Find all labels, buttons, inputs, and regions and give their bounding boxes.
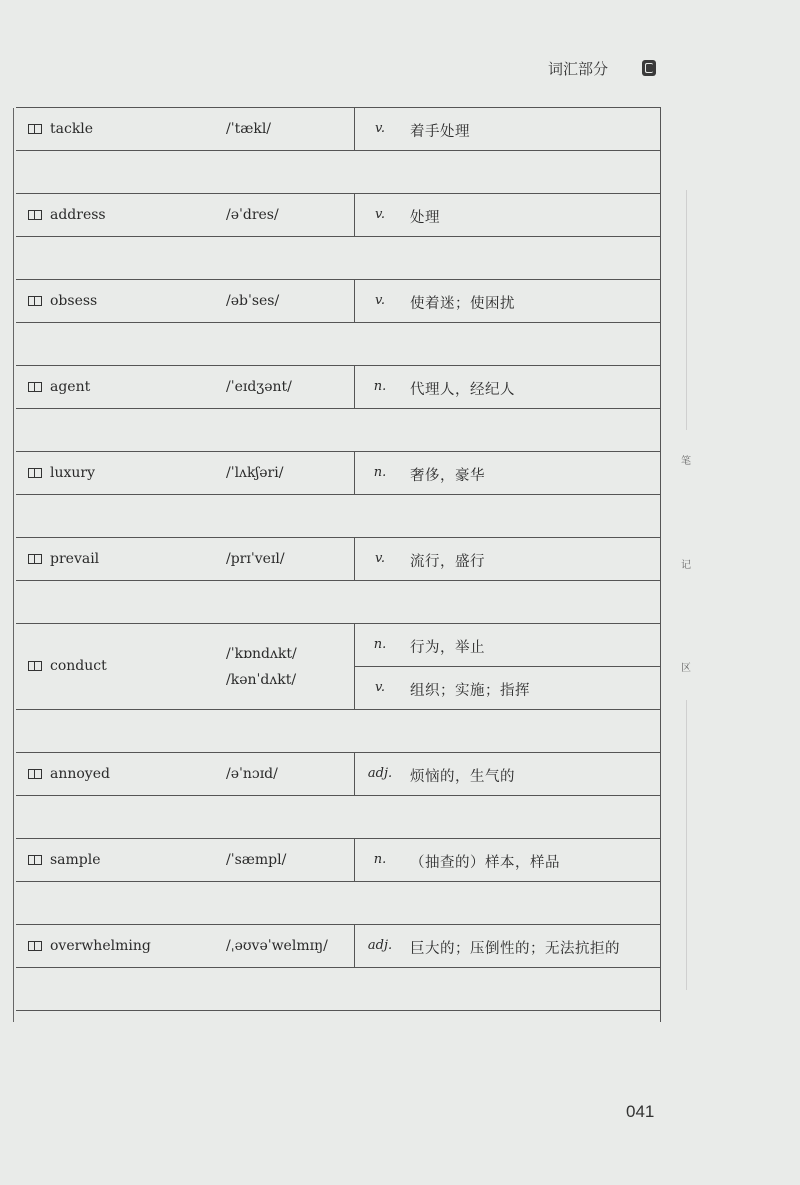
phonetic-alt: /kənˈdʌkt/ (226, 672, 297, 688)
vocab-word (28, 293, 97, 309)
vocab-word (28, 766, 110, 782)
notes-row (16, 581, 660, 624)
definition: 组织；实施；指挥 (410, 683, 530, 699)
part-of-speech: v. (375, 680, 385, 695)
vocab-row (16, 925, 660, 968)
vocab-row (16, 753, 660, 796)
book-icon (28, 554, 42, 564)
part-of-speech: n. (373, 379, 387, 394)
book-icon (28, 296, 42, 306)
side-divider-top (686, 190, 687, 430)
vocab-word (28, 207, 106, 223)
meaning-cell (354, 538, 660, 580)
part-of-speech: adj. (367, 938, 393, 953)
sense (355, 624, 660, 667)
vocabulary-table (16, 107, 661, 1022)
book-icon (28, 661, 42, 671)
sense (355, 452, 660, 495)
sense (355, 366, 660, 409)
book-icon (28, 468, 42, 478)
definition: 处理 (410, 210, 440, 226)
vocab-row (16, 194, 660, 237)
side-label-1: 笔 (681, 456, 691, 467)
word-text: tackle (50, 121, 94, 137)
vocab-word (28, 551, 99, 567)
notes-row (16, 409, 660, 452)
part-of-speech: v. (375, 207, 385, 222)
definition: 着手处理 (410, 124, 470, 140)
sense (355, 538, 660, 581)
phonetic: /əbˈses/ (226, 293, 280, 309)
phonetic: /ˈkɒndʌkt/ (226, 646, 297, 662)
phonetic: /əˈnɔɪd/ (226, 766, 278, 782)
meaning-cell (354, 624, 660, 709)
definition: 行为，举止 (410, 640, 485, 656)
vocab-row (16, 624, 660, 710)
notes-row (16, 323, 660, 366)
notes-row (16, 495, 660, 538)
notes-row (16, 237, 660, 280)
page-number: 041 (626, 1102, 655, 1121)
vocab-word (28, 938, 151, 954)
book-icon (28, 769, 42, 779)
meaning-cell (354, 366, 660, 408)
sense (355, 753, 660, 796)
part-of-speech: n. (373, 852, 387, 867)
part-of-speech: v. (375, 293, 385, 308)
book-icon (28, 210, 42, 220)
word-text: annoyed (50, 766, 110, 782)
vocab-word (28, 852, 101, 868)
vocab-row (16, 366, 660, 409)
meaning-cell (354, 753, 660, 795)
sense (355, 925, 660, 968)
vocab-row (16, 108, 660, 151)
note-icon (642, 60, 656, 76)
phonetic: /ˈlʌkʃəri/ (226, 465, 284, 481)
definition: 使着迷；使困扰 (410, 296, 515, 312)
side-label-2: 记 (681, 560, 691, 571)
vocab-row (16, 839, 660, 882)
vocab-word (28, 465, 95, 481)
vocab-word (28, 658, 107, 674)
word-text: sample (50, 852, 101, 868)
meaning-cell (354, 108, 660, 150)
phonetic: /ˈeɪdʒənt/ (226, 379, 292, 395)
part-of-speech: adj. (367, 766, 393, 781)
book-icon (28, 382, 42, 392)
sense (355, 839, 660, 882)
definition: 代理人，经纪人 (410, 382, 515, 398)
meaning-cell (354, 452, 660, 494)
vocab-row (16, 538, 660, 581)
definition: 流行，盛行 (410, 554, 485, 570)
sense (355, 667, 660, 710)
sense (355, 108, 660, 151)
part-of-speech: v. (375, 121, 385, 136)
word-text: overwhelming (50, 938, 151, 954)
vocab-row (16, 452, 660, 495)
notes-row (16, 151, 660, 194)
part-of-speech: v. (375, 551, 385, 566)
notes-row (16, 710, 660, 753)
phonetic: /ˈtækl/ (226, 121, 272, 137)
definition: （抽查的）样本，样品 (410, 855, 560, 871)
word-text: address (50, 207, 106, 223)
word-text: conduct (50, 658, 107, 674)
sense (355, 280, 660, 323)
side-divider-bottom (686, 700, 687, 990)
phonetic: /ˌəʊvəˈwelmɪŋ/ (226, 938, 328, 954)
word-text: obsess (50, 293, 98, 309)
definition: 巨大的；压倒性的；无法抗拒的 (410, 941, 620, 957)
phonetic: /prɪˈveɪl/ (226, 551, 285, 567)
definition: 奢侈，豪华 (410, 468, 485, 484)
notes-row (16, 796, 660, 839)
side-label-3: 区 (681, 663, 691, 674)
vocab-word (28, 379, 90, 395)
meaning-cell (354, 925, 660, 967)
meaning-cell (354, 280, 660, 322)
sense (355, 194, 660, 237)
section-title: 词汇部分 (548, 60, 609, 78)
vocab-word (28, 121, 93, 137)
word-text: agent (50, 379, 91, 395)
notes-row (16, 968, 660, 1011)
part-of-speech: n. (373, 637, 387, 652)
book-icon (28, 855, 42, 865)
phonetic: /əˈdres/ (226, 207, 279, 223)
word-text: prevail (50, 551, 100, 567)
word-text: luxury (50, 465, 96, 481)
phonetic: /ˈsæmpl/ (226, 852, 287, 868)
book-icon (28, 124, 42, 134)
vocab-row (16, 280, 660, 323)
meaning-cell (354, 839, 660, 881)
notes-row (16, 882, 660, 925)
book-icon (28, 941, 42, 951)
definition: 烦恼的，生气的 (410, 769, 515, 785)
part-of-speech: n. (373, 465, 387, 480)
meaning-cell (354, 194, 660, 236)
